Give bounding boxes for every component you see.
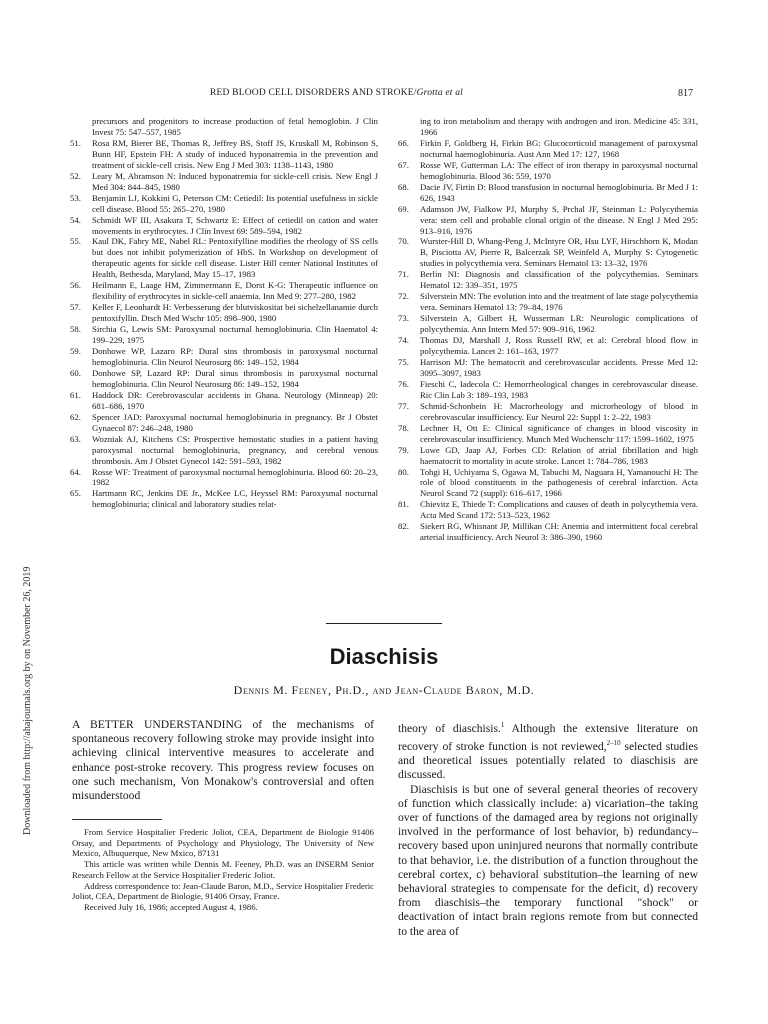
reference-number: 68. xyxy=(398,181,409,192)
reference-number: 70. xyxy=(398,236,409,247)
intro-lead: A BETTER UNDERSTANDING xyxy=(72,718,243,731)
footnote-rule xyxy=(72,819,162,820)
reference-text: Siekert RG, Whisnant JP, Millikan CH: Anemia and intermittent focal cerebral arterial insufficiency. Arch Neurol 3: 386–390, 1960 xyxy=(420,521,698,543)
reference-text: Donhowe WP, Lazaro RP: Dural sins thrombosis in paroxysmal nocturnal hemoglobinuria. Clin Neurol Neurosurg 86: 149–152, 1984 xyxy=(92,346,378,367)
section-divider xyxy=(326,623,442,624)
article-authors xyxy=(0,683,768,698)
reference-text: Schmid-Schonbein H: Macrorheology and microrheology of blood in cerebrovascular insufficiency. Eur Neurol 22: Suppl 1: 2–22, 1983 xyxy=(420,400,698,422)
reference-number: 51. xyxy=(70,137,81,148)
reference-entry xyxy=(398,499,698,521)
reference-number: 61. xyxy=(70,389,81,400)
reference-text: Sirchia G, Lewis SM: Paroxysmal nocturnal hemoglobinuria. Clin Haematol 4: 199–229, 1975 xyxy=(92,324,378,346)
reference-entry xyxy=(70,412,378,434)
intro-text: of the mechanisms of spontaneous recovery following stroke may provide insight into achieving clinical interventive measures to accelerate and enhance post-stroke recovery. This progress review focuses on one such mechanism, Von Monakow's controversial and often misunderstood xyxy=(72,718,374,803)
reference-number: 81. xyxy=(398,499,409,510)
reference-entry xyxy=(70,215,378,237)
reference-entry xyxy=(70,236,378,280)
reference-text: Silverstein MN: The evolution into and the treatment of late stage polycythemia vera. Seminars Hematol 13: 79–84, 1976 xyxy=(420,291,699,313)
reference-entry xyxy=(70,324,378,346)
reference-text: ing to iron metabolism and therapy with androgen and iron. Medicine 45: 331, 1966 xyxy=(420,116,698,137)
reference-text: Wozniak AJ, Kitchens CS: Prospective hemostatic studies in a patient having paroxysmal nocturnal hemoglobinuria, pregnancy, and cerebral venous thrombosis. Am J Obstet Gynecol 142: 591–593, 1982 xyxy=(92,433,378,466)
reference-number: 73. xyxy=(398,313,409,324)
reference-entry xyxy=(398,160,698,182)
reference-text: Fieschi C, Iadecola C: Hemorrheological changes in cerebrovascular disease. Ric Clin Lab 3: 189–193, 1983 xyxy=(420,378,698,400)
reference-number: 57. xyxy=(70,302,81,313)
reference-entry xyxy=(398,467,698,500)
reference-number: 55. xyxy=(70,236,81,247)
reference-number: 74. xyxy=(398,335,409,346)
reference-entry xyxy=(398,401,698,423)
reference-number xyxy=(70,116,92,138)
reference-entry xyxy=(398,521,698,543)
body-text: selected studies and theoretical issues potentially related to diaschisis are discussed. xyxy=(398,739,698,782)
reference-entry xyxy=(398,269,698,291)
reference-entry xyxy=(398,357,698,379)
running-authors: Grotta et al xyxy=(416,88,464,98)
reference-text: Firkin F, Goldberg H, Firkin BG: Glucocorticoid management of paroxysmal nocturnal haemoglobinuria. Aust Ann Med 17: 127, 1968 xyxy=(420,137,698,159)
reference-entry xyxy=(398,445,698,467)
reference-entry xyxy=(398,291,698,313)
reference-text: Harrison MJ: The hematocrit and cerebrovascular accidents. Presse Med 12: 3095–3097, 1983 xyxy=(420,356,698,378)
reference-entry xyxy=(398,204,698,237)
reference-number: 65. xyxy=(70,488,81,499)
reference-entry xyxy=(70,434,378,467)
body-paragraph-2: Diaschisis is but one of several general theories of recovery of function which classically include: a) vicariation–the taking over of functions of the damaged area by regions not originally involved in the performance of lost behavior, b) redundancy–recovery based upon uninjured neurons that normally contribute to that behavior, i.e. the distribution of a function throughout the cerebral cortex, c) behavioral substitution–the learning of new behavioral strategies to compensate for the deficit, d) recovery from diaschisis–the temporary functional "shock" or deactivation of intact brain regions remote from but connected to the area of xyxy=(398,782,698,938)
reference-text: Schmidt WF III, Asakura T, Schwartz E: Effect of cetiedil on cation and water movements in erythrocytes. J Clin Invest 69: 589–594, 1982 xyxy=(92,214,378,236)
download-watermark: Downloaded from http://ahajournals.org by on November 26, 2019 xyxy=(22,566,33,835)
reference-text: Lowe GD, Jaap AJ, Forbes CD: Relation of atrial fibrillation and high haematocrit to mortality in acute stroke. Lancet 1: 784–786, 1983 xyxy=(420,444,698,466)
reference-entry xyxy=(70,368,378,390)
reference-number: 54. xyxy=(70,214,81,225)
reference-number: 59. xyxy=(70,346,81,357)
citation-sup: 1 xyxy=(500,721,505,729)
reference-number: 75. xyxy=(398,356,409,367)
reference-text: Lechner H, Ott E: Clinical significance of changes in blood viscosity in cerebrovascular insufficiency. Munch Med Wochenschr 117: 1599–1602, 1975 xyxy=(420,422,698,444)
reference-number: 66. xyxy=(398,137,409,148)
reference-entry xyxy=(398,379,698,401)
reference-text: precursors and progenitors to increase production of fetal hemoglobin. J Clin Invest 75: 547–557, 1985 xyxy=(92,116,378,137)
reference-text: Heilmann E, Laage HM, Zimmermann E, Dorst K-G: Therapeutic influence on flexibility of erythrocytes in sickle-cell anaemia. Inn Med 9: 277–280, 1982 xyxy=(92,280,378,302)
reference-entry xyxy=(70,138,378,171)
reference-text: Keller F, Leonhardt H: Verbesserung der blutviskositat bei sichelzellanamie durch pentoxifyllin. Dtsch Med Wschr 105: 898–900, 1980 xyxy=(92,302,378,324)
reference-text: Dacie JV, Firtin D: Blood transfusion in nocturnal hemoglobinuria. Br Med J 1: 626, 1943 xyxy=(420,181,698,203)
reference-text: Benjamin LJ, Kokkini G, Peterson CM: Cetiedil: Its potential usefulness in sickle cell disease. Blood 55: 265–270, 1980 xyxy=(92,192,378,214)
reference-number: 77. xyxy=(398,400,409,411)
reference-entry xyxy=(398,313,698,335)
reference-text: Adamson JW, Fialkow PJ, Murphy S, Prchal JF, Steinman L: Polycythemia vera: stem cell and probable clonal origin of the disease. N Engl J Med 295: 913–916, 1976 xyxy=(420,203,698,236)
footnote-received: Received July 16, 1986; accepted August 4, 1986. xyxy=(84,901,258,912)
running-header xyxy=(210,88,550,98)
reference-entry xyxy=(70,116,378,138)
reference-text: Hartmann RC, Jenkins DE Jr., McKee LC, Heyssel RM: Paroxysmal nocturnal hemoglobinuria; clinical and laboratory studies relat- xyxy=(92,488,378,510)
reference-text: Wurster-Hill D, Whang-Peng J, McIntyre OR, Hsu LYF, Hirschhorn K, Modan B, Pisciotta AV, Pierre R, Balcerzak SP, Weinfeld A, Murphy S: Cytogenetic studies in polycythemia vera. Seminars Hematol 13: 13–32, 1976 xyxy=(420,236,698,269)
reference-number: 78. xyxy=(398,422,409,433)
reference-text: Rosa RM, Bierer BE, Thomas R, Jeffrey BS, Stoff JS, Kruskall M, Robinson S, Bunn HF, Epstein FH: A study of induced hyponatremia in the prevention and treatment of sickle-cell crisis. New Eng J Med 303: 1138–1143, 1980 xyxy=(92,137,378,170)
reference-text: Haddock DR: Cerebrovascular accidents in Ghana. Neurology (Minneap) 20: 681–686, 1970 xyxy=(92,389,378,411)
reference-number: 82. xyxy=(398,521,409,532)
reference-entry xyxy=(70,467,378,489)
reference-number: 72. xyxy=(398,291,409,302)
page-number: 817 xyxy=(678,88,693,99)
reference-text: Thomas DJ, Marshall J, Ross Russell RW, et al: Cerebral blood flow in polycythemia. Lancet 2: 161–163, 1977 xyxy=(420,335,698,357)
citation-sup: 2–10 xyxy=(606,739,621,748)
reference-entry xyxy=(70,390,378,412)
reference-text: Rosse WF, Gutterman LA: The effect of iron therapy in paroxysmal nocturnal hemoglobinuria. Blood 36: 559, 1970 xyxy=(420,159,698,181)
reference-entry xyxy=(398,138,698,160)
article-title: Diaschisis xyxy=(329,644,439,669)
reference-entry xyxy=(70,280,378,302)
author-line: Dennis M. Feeney, Ph.D., and Jean-Claude Baron, M.D. xyxy=(233,683,535,697)
reference-number: 60. xyxy=(70,367,81,378)
reference-number: 62. xyxy=(70,411,81,422)
body-paragraph-1 xyxy=(398,718,698,783)
reference-text: Leary M, Abramson N: Induced hyponatremia for sickle-cell crisis. New Engl J Med 304: 844–845, 1980 xyxy=(92,170,378,192)
reference-entry xyxy=(398,116,698,138)
reference-text: Chievitz E, Thiede T: Complications and causes of death in polycythemia vera. Acta Med Scand 172: 513–523, 1962 xyxy=(420,499,698,521)
reference-number: 80. xyxy=(398,466,409,477)
reference-entry xyxy=(70,346,378,368)
reference-number: 63. xyxy=(70,433,81,444)
reference-number xyxy=(398,116,420,138)
intro-paragraph xyxy=(72,718,374,803)
reference-entry xyxy=(70,488,378,510)
reference-text: Spencer JAD: Paroxysmal nocturnal hemoglobinuria in pregnancy. Br J Obstet Gynaecol 87: 246–248, 1980 xyxy=(92,411,378,433)
body-right-column xyxy=(398,718,698,939)
reference-number: 67. xyxy=(398,159,409,170)
reference-entry xyxy=(398,423,698,445)
footnote-affiliation: From Service Hospitalier Frederic Joliot, CEA, Department de Biologie 91406 Orsay, and Departments of Psychology and Physiology, The University of New Mexico, Albuquerque, New Mxico, 87131 xyxy=(72,827,374,859)
reference-text: Kaul DK, Fabry ME, Nabel RL: Pentoxifylline modifies the rheology of SS cells but does not inhibit polymerization of HbS. In Workshop on development of therapeutic agents for sickle cell disease. Lister Hill center National Institutes of Health, Bethesda, Maryland, May 15–17, 1983 xyxy=(92,236,378,280)
reference-number: 76. xyxy=(398,378,409,389)
reference-text: Rosse WF: Treatment of paroxysmal nocturnal hemoglobinuria. Blood 60: 20–23, 1982 xyxy=(92,466,378,488)
body-text: theory of diaschisis. xyxy=(398,721,501,735)
footnote-correspondence: Address correspondence to: Jean-Claude Baron, M.D., Service Hospitalier Frederic Joliot, CEA, Department de Biologie, 91406 Orsay, France. xyxy=(72,880,374,902)
reference-text: Silverstein A, Gilbert H, Wusserman LR: Neurologic complications of polycythemia. Ann Intern Med 57: 909–916, 1962 xyxy=(420,313,698,335)
reference-number: 52. xyxy=(70,170,81,181)
reference-number: 69. xyxy=(398,203,409,214)
reference-text: Donhowe SP, Lazard RP: Dural sinus thrombosis in paroxysmal nocturnal hemoglobinuria. Clin Neurol Neurosurg 86: 149–152, 1984 xyxy=(92,367,378,389)
reference-entry xyxy=(398,335,698,357)
reference-number: 53. xyxy=(70,192,81,203)
reference-entry xyxy=(70,302,378,324)
footnote-written: This article was written while Dennis M. Feeney, Ph.D. was an INSERM Senior Research Fellow at the Service Hospitalier Frederic Joliot. xyxy=(72,859,374,880)
references-right-column xyxy=(398,116,698,543)
reference-number: 71. xyxy=(398,269,409,280)
reference-number: 79. xyxy=(398,444,409,455)
reference-number: 56. xyxy=(70,280,81,291)
body-text: Although the extensive literature on recovery of stroke function is not reviewed, xyxy=(398,721,698,753)
reference-text: Tohgi H, Uchiyama S, Ogawa M, Tabuchi M, Naguara H, Yamanouchi H: The role of blood constituents in the pathogenesis of cerebral infarction. Acta Neurol Scand 72 (suppl): 616–617, 1966 xyxy=(420,466,698,499)
reference-entry xyxy=(70,171,378,193)
reference-number: 58. xyxy=(70,324,81,335)
reference-entry xyxy=(70,193,378,215)
reference-text: Berlin NI: Diagnosis and classification of the polycythemias. Seminars Hematol 12: 339–351, 1975 xyxy=(420,269,698,291)
footnotes xyxy=(72,827,374,913)
references-left-column xyxy=(70,116,378,510)
reference-entry xyxy=(398,182,698,204)
reference-number: 64. xyxy=(70,466,81,477)
running-title: RED BLOOD CELL DISORDERS AND STROKE/ xyxy=(210,88,417,98)
reference-entry xyxy=(398,236,698,269)
